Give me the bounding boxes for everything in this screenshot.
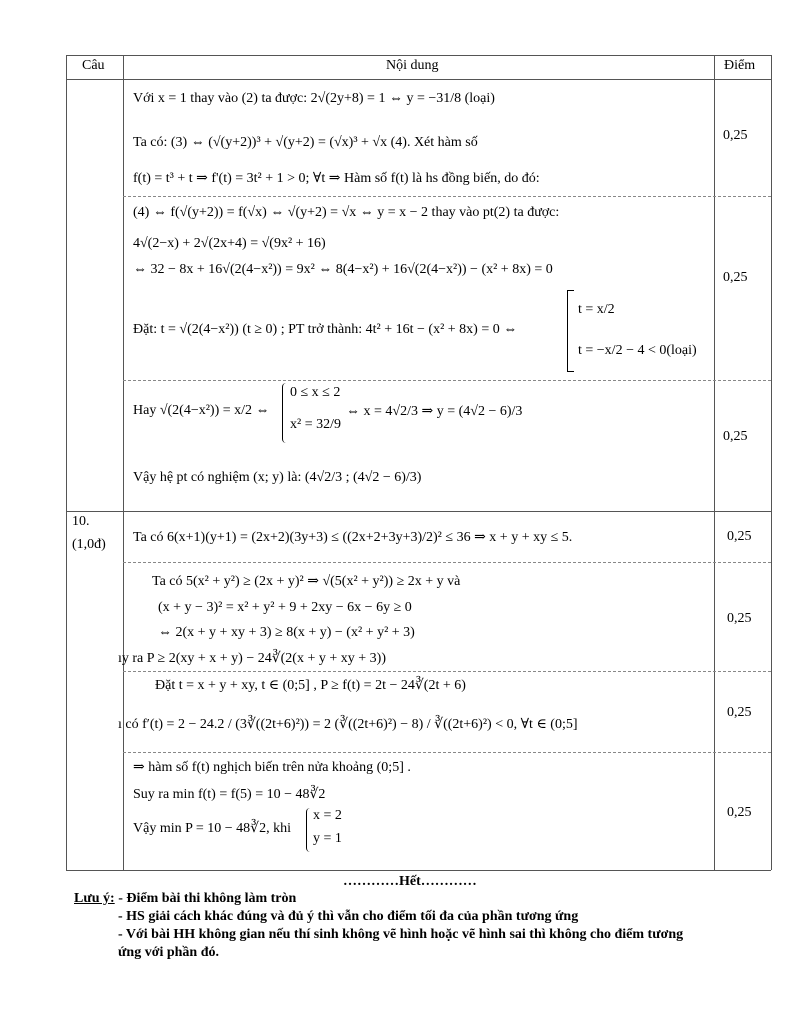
r1-line2: Ta có: (3) ⇔ (√(y+2))³ + √(y+2) = (√x)³ + √x (4). Xét hàm số	[133, 135, 478, 150]
r4-score: 0,25	[727, 529, 752, 544]
q10-label: 10.	[72, 514, 90, 529]
r5-score: 0,25	[727, 611, 752, 626]
r2-case2: t = −x/2 − 4 < 0(loại)	[578, 343, 697, 358]
note2: - HS giải cách khác đúng và đủ ý thì vẫn cho điểm tối đa của phần tương ứng	[118, 909, 579, 924]
header-noidung: Nội dung	[386, 58, 439, 73]
row-sep-3	[123, 562, 771, 563]
row-sep-1	[123, 196, 771, 197]
r2-line3: ⇔ 32 − 8x + 16√(2(4−x²)) = 9x² ⇔ 8(4−x²) + 16√(2(4−x²)) − (x² + 8x) = 0	[133, 262, 553, 277]
q9-q10-divider	[66, 511, 771, 512]
note-line-1	[74, 891, 296, 907]
r6-line2: ı có f′(t) = 2 − 24.2 / (3∛((2t+6)²)) = 2 (∛((2t+6)²) − 8) / ∛((2t+6)²) < 0, ∀t ∈ (0;5]	[118, 717, 578, 732]
col-divider-2	[714, 55, 715, 870]
r7-sys1: x = 2	[313, 808, 342, 823]
r3-score: 0,25	[723, 429, 748, 444]
r2-score: 0,25	[723, 270, 748, 285]
r7-system-brace	[306, 808, 312, 852]
r6-score: 0,25	[727, 705, 752, 720]
note1: - Điểm bài thi không làm tròn	[114, 891, 297, 906]
table-bottom-border	[66, 870, 771, 871]
r7-line1: ⇒ hàm số f(t) nghịch biến trên nửa khoảng (0;5] .	[133, 760, 411, 775]
r7-line2: Suy ra min f(t) = f(5) = 10 − 48∛2	[133, 787, 326, 802]
row-sep-4	[123, 671, 771, 672]
r2-line4: Đặt: t = √(2(4−x²)) (t ≥ 0) ; PT trở thành: 4t² + 16t − (x² + 8x) = 0 ⇔	[133, 322, 518, 337]
r3-system-brace	[282, 383, 288, 443]
r3-sys2: x² = 32/9	[290, 417, 341, 432]
r5-line1: Ta có 5(x² + y²) ≥ (2x + y)² ⇒ √(5(x² + y²)) ≥ 2x + y và	[152, 574, 461, 589]
note3: - Với bài HH không gian nếu thí sinh không vẽ hình hoặc vẽ hình sai thì không cho điểm tương	[118, 927, 684, 942]
r3-sys1: 0 ≤ x ≤ 2	[290, 385, 341, 400]
header-diem: Điểm	[724, 58, 756, 73]
r6-line1: Đặt t = x + y + xy, t ∈ (0;5] , P ≥ f(t) = 2t − 24∛(2t + 6)	[155, 678, 466, 693]
note-label: Lưu ý:	[74, 891, 115, 906]
row-sep-2	[123, 380, 771, 381]
r3-line1: Hay √(2(4−x²)) = x/2 ⇔	[133, 403, 270, 418]
r5-line2: (x + y − 3)² = x² + y² + 9 + 2xy − 6x − 6y ≥ 0	[158, 600, 412, 615]
header-cau: Câu	[82, 58, 105, 73]
r3-line1b: ⇔ x = 4√2/3 ⇒ y = (4√2 − 6)/3	[346, 404, 523, 419]
table-left-border	[66, 55, 67, 870]
table-top-border	[66, 55, 771, 56]
q10-points: (1,0đ)	[72, 537, 106, 552]
end-marker: …………Hết…………	[343, 874, 477, 889]
r7-line3: Vậy min P = 10 − 48∛2, khi	[133, 821, 291, 836]
r1-line1: Với x = 1 thay vào (2) ta được: 2√(2y+8) = 1 ⇔ y = −31/8 (loại)	[133, 91, 495, 106]
r2-case-bracket	[567, 290, 574, 372]
col-divider-1	[123, 55, 124, 870]
r7-sys2: y = 1	[313, 831, 342, 846]
r2-case1: t = x/2	[578, 302, 615, 317]
r7-score: 0,25	[727, 805, 752, 820]
r1-line3: f(t) = t³ + t ⇒ f'(t) = 3t² + 1 > 0; ∀t ⇒ Hàm số f(t) là hs đồng biến, do đó:	[133, 171, 540, 186]
r1-score: 0,25	[723, 128, 748, 143]
table-right-border	[771, 55, 772, 870]
header-bottom-border	[66, 79, 771, 80]
r2-line1: (4) ⇔ f(√(y+2)) = f(√x) ⇔ √(y+2) = √x ⇔ y = x − 2 thay vào pt(2) ta được:	[133, 205, 560, 220]
r5-line4: ıy ra P ≥ 2(xy + x + y) − 24∛(2(x + y + xy + 3))	[118, 651, 386, 666]
r2-line2: 4√(2−x) + 2√(2x+4) = √(9x² + 16)	[133, 236, 326, 251]
r5-line3: ⇔ 2(x + y + xy + 3) ≥ 8(x + y) − (x² + y² + 3)	[158, 625, 415, 640]
r4-line1: Ta có 6(x+1)(y+1) = (2x+2)(3y+3) ≤ ((2x+2+3y+3)/2)² ≤ 36 ⇒ x + y + xy ≤ 5.	[133, 530, 573, 545]
row-sep-5	[123, 752, 771, 753]
note4: ứng với phần đó.	[118, 945, 219, 960]
r3-line2: Vậy hệ pt có nghiệm (x; y) là: (4√2/3 ; (4√2 − 6)/3)	[133, 470, 422, 485]
